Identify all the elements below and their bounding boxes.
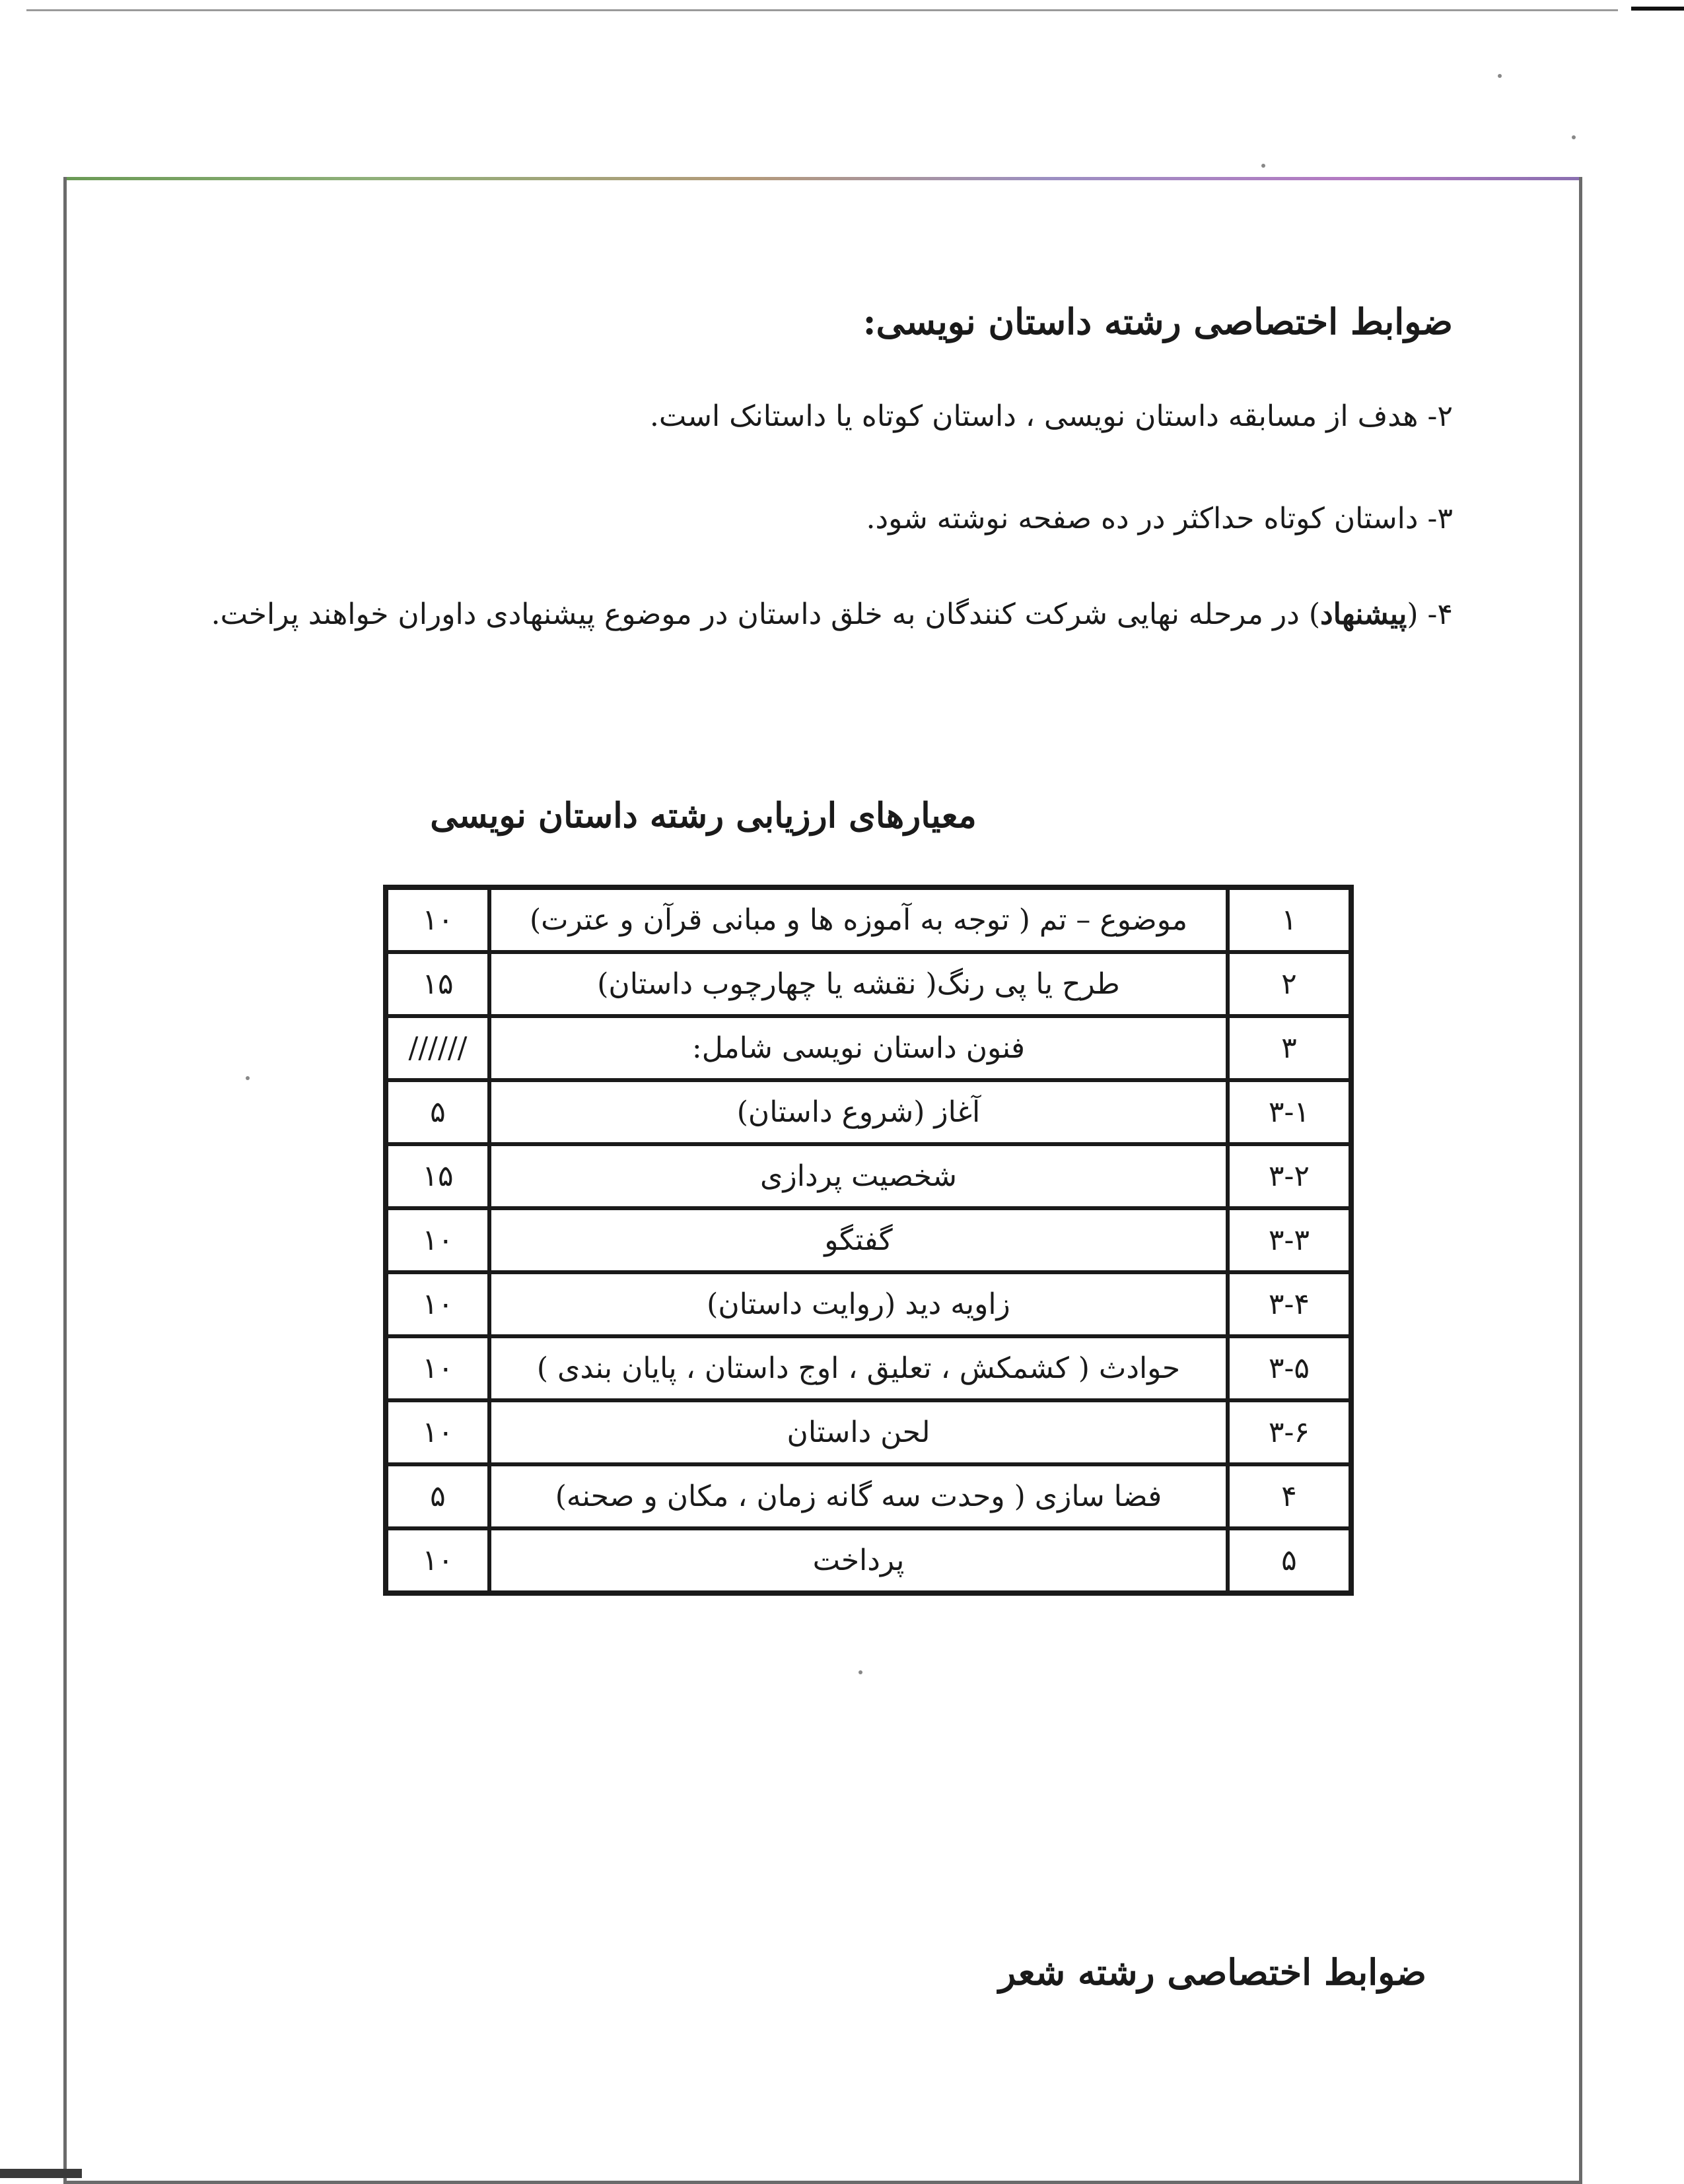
criterion-description: زاویه دید (روایت داستان) [489, 1272, 1228, 1336]
criterion-description: فضا سازی ( وحدت سه گانه زمان ، مکان و صحنه) [489, 1464, 1228, 1528]
scan-speck [859, 1670, 862, 1674]
criterion-number: ۳-۱ [1228, 1080, 1351, 1144]
table-row [386, 1272, 1351, 1336]
scan-speck [1498, 74, 1502, 78]
criterion-score: ۱۰ [386, 1528, 489, 1593]
criterion-score: ۱۰ [386, 1400, 489, 1464]
table-row [386, 1080, 1351, 1144]
criterion-number: ۳ [1228, 1016, 1351, 1080]
rule-item-4-prefix: ۴- ( [1407, 597, 1453, 631]
table-row [386, 1208, 1351, 1272]
criterion-description: فنون داستان نویسی شامل: [489, 1016, 1228, 1080]
table-row [386, 1528, 1351, 1593]
criterion-description: آغاز (شروع داستان) [489, 1080, 1228, 1144]
table-row [386, 1016, 1351, 1080]
rule-item-4-bold: پیشنهاد [1319, 597, 1407, 631]
scan-edge-line [26, 9, 1618, 11]
criterion-score: ۵ [386, 1464, 489, 1528]
table-row [386, 1336, 1351, 1400]
criterion-description: گفتگو [489, 1208, 1228, 1272]
scan-speck [1572, 135, 1576, 139]
criterion-description: لحن داستان [489, 1400, 1228, 1464]
criterion-description: شخصیت پردازی [489, 1144, 1228, 1208]
criterion-score: ۵ [386, 1080, 489, 1144]
criteria-table [383, 885, 1354, 1596]
criterion-score: ۱۰ [386, 887, 489, 952]
criterion-score: ۱۵ [386, 952, 489, 1016]
criterion-description: پرداخت [489, 1528, 1228, 1593]
rule-item-4 [211, 597, 1453, 631]
scan-edge-mark [1631, 7, 1684, 11]
criterion-number: ۳-۳ [1228, 1208, 1351, 1272]
criterion-description: موضوع – تم ( توجه به آموزه ها و مبانی قرآن و عترت) [489, 887, 1228, 952]
criterion-number: ۳-۵ [1228, 1336, 1351, 1400]
criterion-score: ////// [386, 1016, 489, 1080]
criterion-number: ۴ [1228, 1464, 1351, 1528]
criterion-number: ۱ [1228, 887, 1351, 952]
rule-item-3: ۳- داستان کوتاه حداکثر در ده صفحه نوشته شود. [866, 502, 1453, 535]
section-heading-poetry: ضوابط اختصاصی رشته شعر [999, 1951, 1426, 1993]
scan-speck [1261, 164, 1265, 168]
criterion-number: ۳-۶ [1228, 1400, 1351, 1464]
table-row [386, 1144, 1351, 1208]
scan-speck [246, 1076, 250, 1080]
criterion-description: طرح یا پی رنگ( نقشه یا چهارچوب داستان) [489, 952, 1228, 1016]
criterion-score: ۱۰ [386, 1272, 489, 1336]
table-row [386, 952, 1351, 1016]
criterion-number: ۲ [1228, 952, 1351, 1016]
criterion-score: ۱۰ [386, 1336, 489, 1400]
criteria-table-body [386, 887, 1351, 1593]
table-row [386, 1464, 1351, 1528]
criterion-number: ۳-۲ [1228, 1144, 1351, 1208]
section-heading-story-writing: ضوابط اختصاصی رشته داستان نویسی: [862, 300, 1453, 343]
rule-item-2: ۲- هدف از مسابقه داستان نویسی ، داستان کوتاه یا داستانک است. [649, 399, 1453, 433]
criteria-table-title: معیارهای ارزیابی رشته داستان نویسی [430, 796, 977, 836]
rule-item-4-suffix: ) در مرحله نهایی شرکت کنندگان به خلق داستان در موضوع پیشنهادی داوران خواهند پراخت. [211, 597, 1320, 631]
criterion-score: ۱۵ [386, 1144, 489, 1208]
table-row [386, 1400, 1351, 1464]
criterion-description: حوادث ( کشمکش ، تعلیق ، اوج داستان ، پایان بندی ) [489, 1336, 1228, 1400]
scanner-footer-mark [0, 2169, 82, 2178]
criterion-score: ۱۰ [386, 1208, 489, 1272]
table-row [386, 887, 1351, 952]
criterion-number: ۳-۴ [1228, 1272, 1351, 1336]
criterion-number: ۵ [1228, 1528, 1351, 1593]
